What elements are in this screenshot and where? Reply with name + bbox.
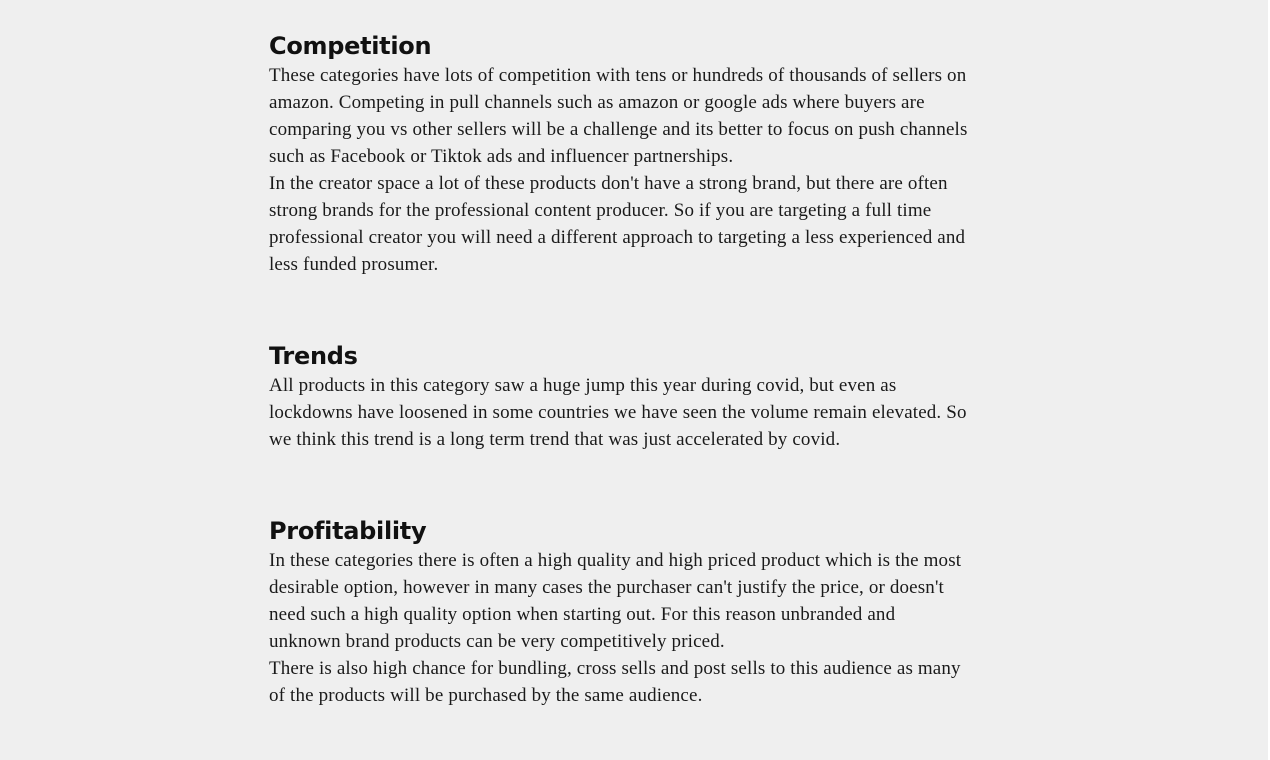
section-title-trends: Trends [269,342,358,370]
section-paragraph: All products in this category saw a huge jump this year during covid, but even as lockdowns have loosened in some countries we have seen the volume remain elevated. So we think this trend is a long term trend that was just accelerated by covid. [269,375,967,450]
section-title-profitability: Profitability [269,517,427,545]
section-title-competition: Competition [269,32,432,60]
section-paragraph: In these categories there is often a high quality and high priced product which is the most desirable option, however in many cases the purchaser can't justify the price, or doesn't need such a high quality option when starting out. For this reason unbranded and unknown brand products can be very competitively priced. [269,550,962,652]
section-trends [269,340,969,453]
section-paragraph: These categories have lots of competition with tens or hundreds of thousands of sellers on amazon. Competing in pull channels such as amazon or google ads where buyers are comparing you vs other sellers will be a challenge and its better to focus on push channels such as Facebook or Tiktok ads and influencer partnerships. [269,65,968,167]
section-paragraph: In the creator space a lot of these products don't have a strong brand, but there are often strong brands for the professional content producer. So if you are targeting a full time professional creator you will need a different approach to targeting a less experienced and less funded prosumer. [269,173,966,275]
section-profitability [269,515,969,709]
section-paragraph: There is also high chance for bundling, cross sells and post sells to this audience as many of the products will be purchased by the same audience. [269,658,961,706]
section-competition [269,30,969,278]
article-content [269,30,969,709]
